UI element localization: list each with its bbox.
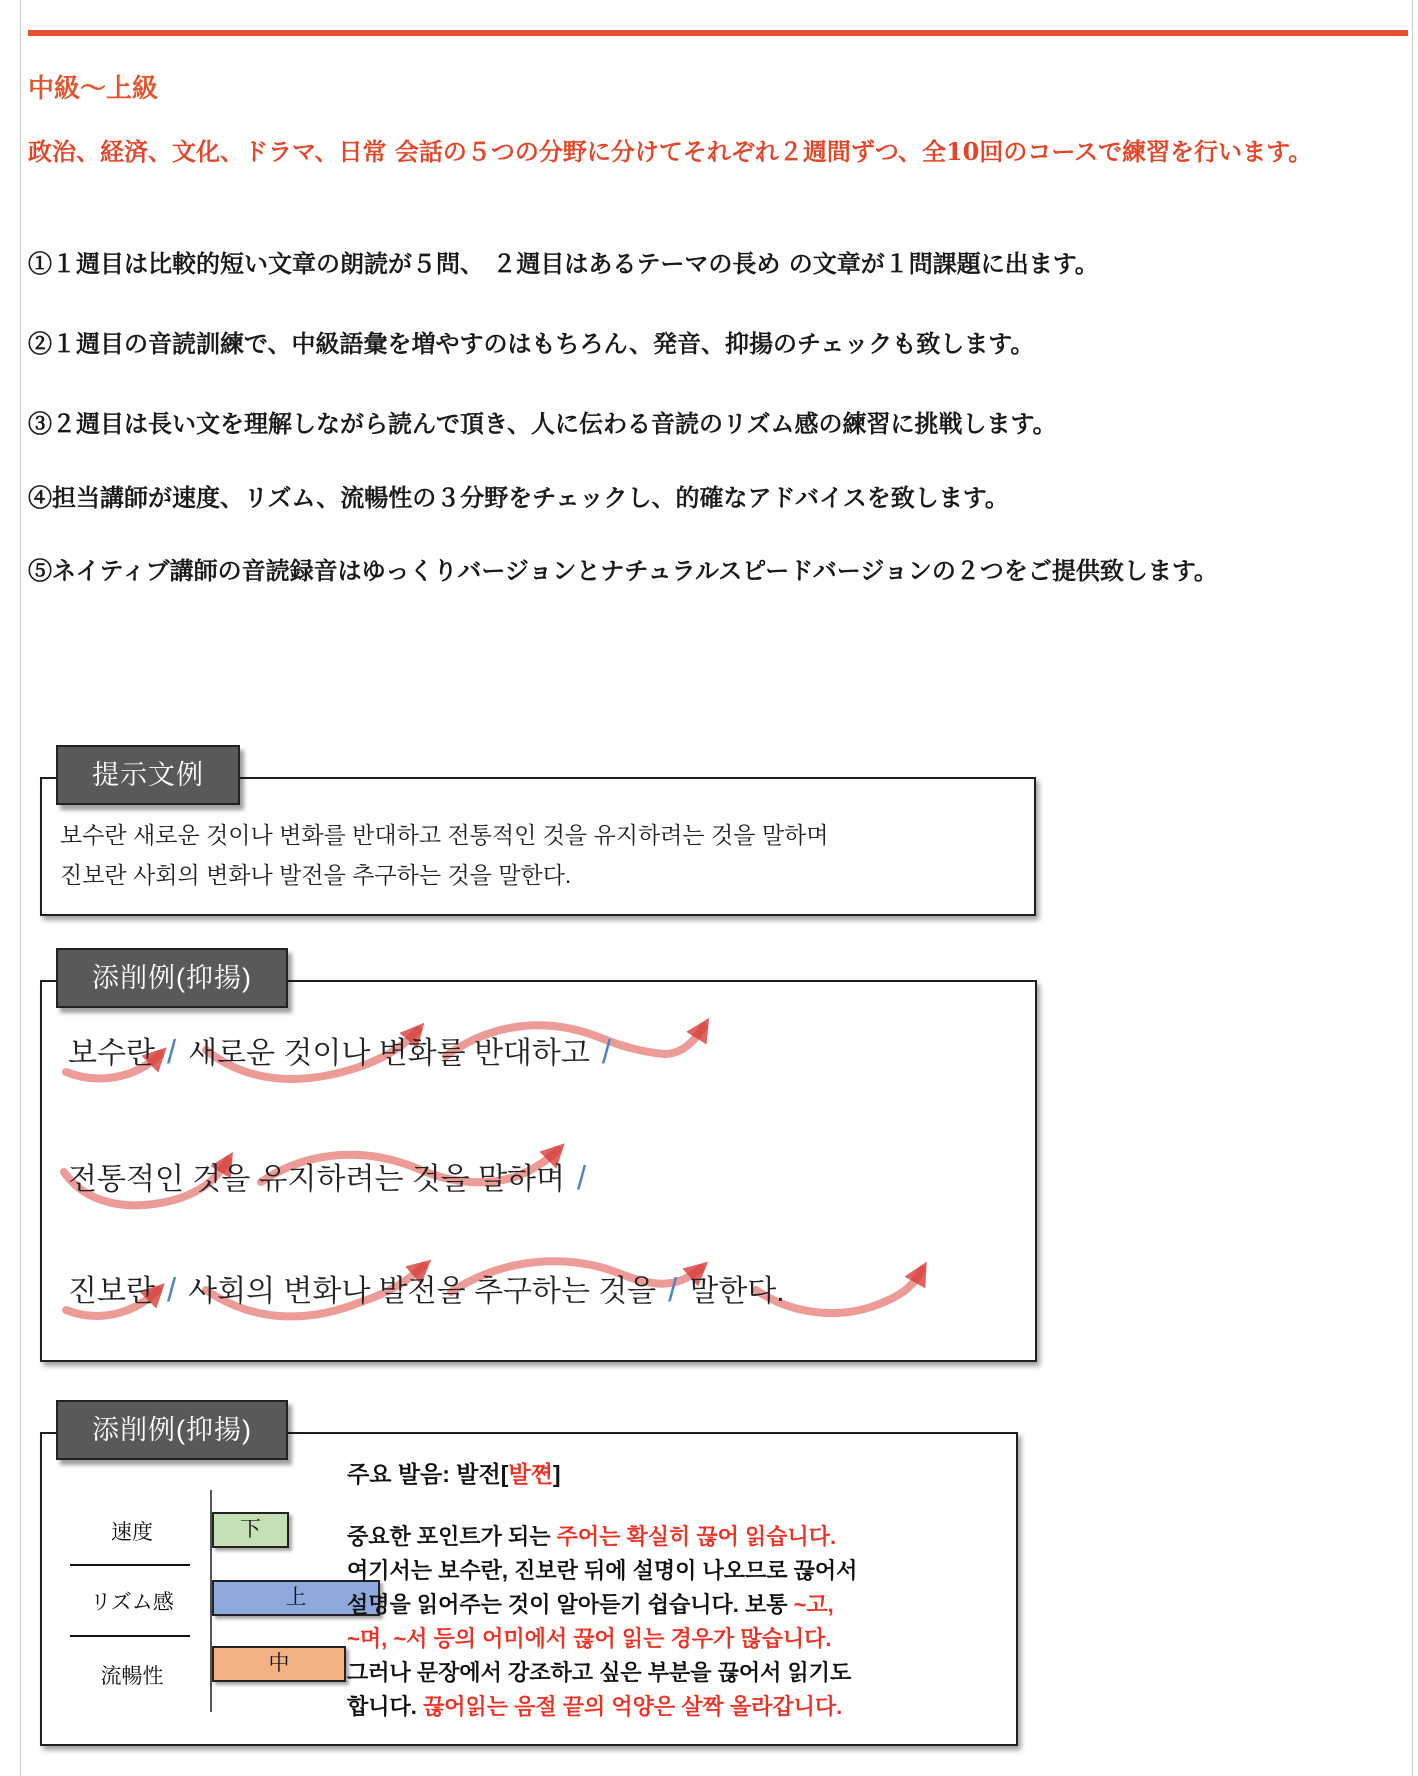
commentary-run: 합니다. [347, 1694, 423, 1719]
intro-paragraph: 政治、経済、文化、ドラマ、日常 会話の５つの分野に分けてそれぞれ２週間ずつ、全10回のコースで練習を行います。 [28, 137, 1313, 166]
commentary-line [347, 1622, 1019, 1656]
score-label-speed: 速度 [111, 1521, 153, 1544]
score-label-fluency: 流暢性 [100, 1665, 164, 1688]
commentary-line [347, 1520, 1019, 1554]
point-item-4: ④担当講師が速度、リズム、流暢性の３分野をチェックし、的確なアドバイスを致します。 [28, 483, 1009, 512]
point-item-2: ②１週目の音読訓練で、中級語彙を増やすのはもちろん、発音、抑揚のチェックも致します。 [28, 329, 1035, 358]
pause-slash: / [166, 1271, 177, 1308]
commentary-run: 설명을 읽어주는 것이 알아듣기 쉽습니다. 보통 [347, 1592, 794, 1617]
revision-segment: 사회의 변화나 발전을 추구하는 것을 [188, 1275, 657, 1308]
content-right-border [1412, 0, 1413, 1776]
pronunciation-highlight: 발쪈 [508, 1461, 553, 1487]
section-divider [28, 30, 1408, 36]
example-text [60, 815, 1010, 895]
revision-line-1 [68, 1028, 623, 1102]
commentary-run: 중요한 포인트가 되는 [347, 1524, 557, 1549]
point-item-3: ③２週目は長い文を理解しながら読んで頂き、人に伝わる音読のリズム感の練習に挑戦します。 [28, 409, 1057, 438]
score-label-rhythm: リズム感 [90, 1591, 174, 1614]
page-title: 中級〜上級 [28, 73, 159, 104]
pronunciation-prefix: 주요 발음: 발전[ [347, 1461, 509, 1487]
commentary-line [347, 1656, 1019, 1690]
commentary-run-red: ~며, ~서 등의 어미에서 끊어 읽는 경우가 많습니다. [347, 1626, 832, 1651]
revision-segment: 전통적인 것을 유지하려는 것을 말하며 [68, 1163, 566, 1196]
revision-box-tab: 添削例(抑揚) [56, 948, 288, 1008]
pause-slash: / [601, 1033, 612, 1070]
revision-line-2 [68, 1154, 598, 1228]
commentary-run-red: ~고, [793, 1592, 834, 1617]
example-box [40, 760, 1036, 916]
revision-box [40, 963, 1037, 1362]
commentary [347, 1520, 1019, 1724]
commentary-line [347, 1588, 1019, 1622]
point-item-1: ①１週目は比較的短い文章の朗読が５問、 ２週目はあるテーマの長め の文章が１問課題に出ます。 [28, 249, 1099, 278]
pronunciation-suffix: ] [552, 1461, 561, 1487]
label-separator [70, 1635, 190, 1637]
evaluation-box [40, 1415, 1018, 1746]
score-bar-speed: 下 [212, 1512, 289, 1548]
score-bar-rhythm: 上 [212, 1580, 380, 1616]
revision-line-3 [68, 1266, 785, 1340]
revision-segment: 새로운 것이나 변화를 반대하고 [188, 1037, 590, 1070]
commentary-run-red: 끊어읽는 음절 끝의 억양은 살짝 올라갑니다. [422, 1694, 843, 1719]
commentary-run: 그러나 문장에서 강조하고 싶은 부분을 끊어서 읽기도 [347, 1660, 852, 1685]
commentary-line [347, 1690, 1019, 1724]
example-text-line-2: 진보란 사회의 변화나 발전을 추구하는 것을 말한다. [60, 862, 572, 888]
commentary-run-red: 주어는 확실히 끊어 읽습니다. [556, 1524, 837, 1549]
example-text-line-1: 보수란 새로운 것이나 변화를 반대하고 전통적인 것을 유지하려는 것을 말하며 [60, 822, 829, 848]
pause-slash: / [166, 1033, 177, 1070]
score-bar-fluency: 中 [212, 1646, 346, 1682]
label-separator [70, 1564, 190, 1566]
revision-segment: 진보란 [68, 1275, 155, 1308]
commentary-run: 여기서는 보수란, 진보란 뒤에 설명이 나오므로 끊어서 [347, 1558, 858, 1583]
content-left-border [20, 0, 21, 1776]
revision-segment: 말한다. [689, 1275, 785, 1308]
revision-segment: 보수란 [68, 1037, 155, 1070]
pause-slash: / [577, 1159, 587, 1196]
example-box-tab: 提示文例 [56, 745, 240, 805]
pause-slash: / [668, 1271, 678, 1308]
point-item-5: ⑤ネイティブ講師の音読録音はゆっくりバージョンとナチュラルスピードバージョンの２つをご提供致します。 [28, 556, 1218, 585]
commentary-line [347, 1554, 1019, 1588]
evaluation-box-tab: 添削例(抑揚) [56, 1400, 288, 1460]
pronunciation-note [347, 1456, 561, 1489]
